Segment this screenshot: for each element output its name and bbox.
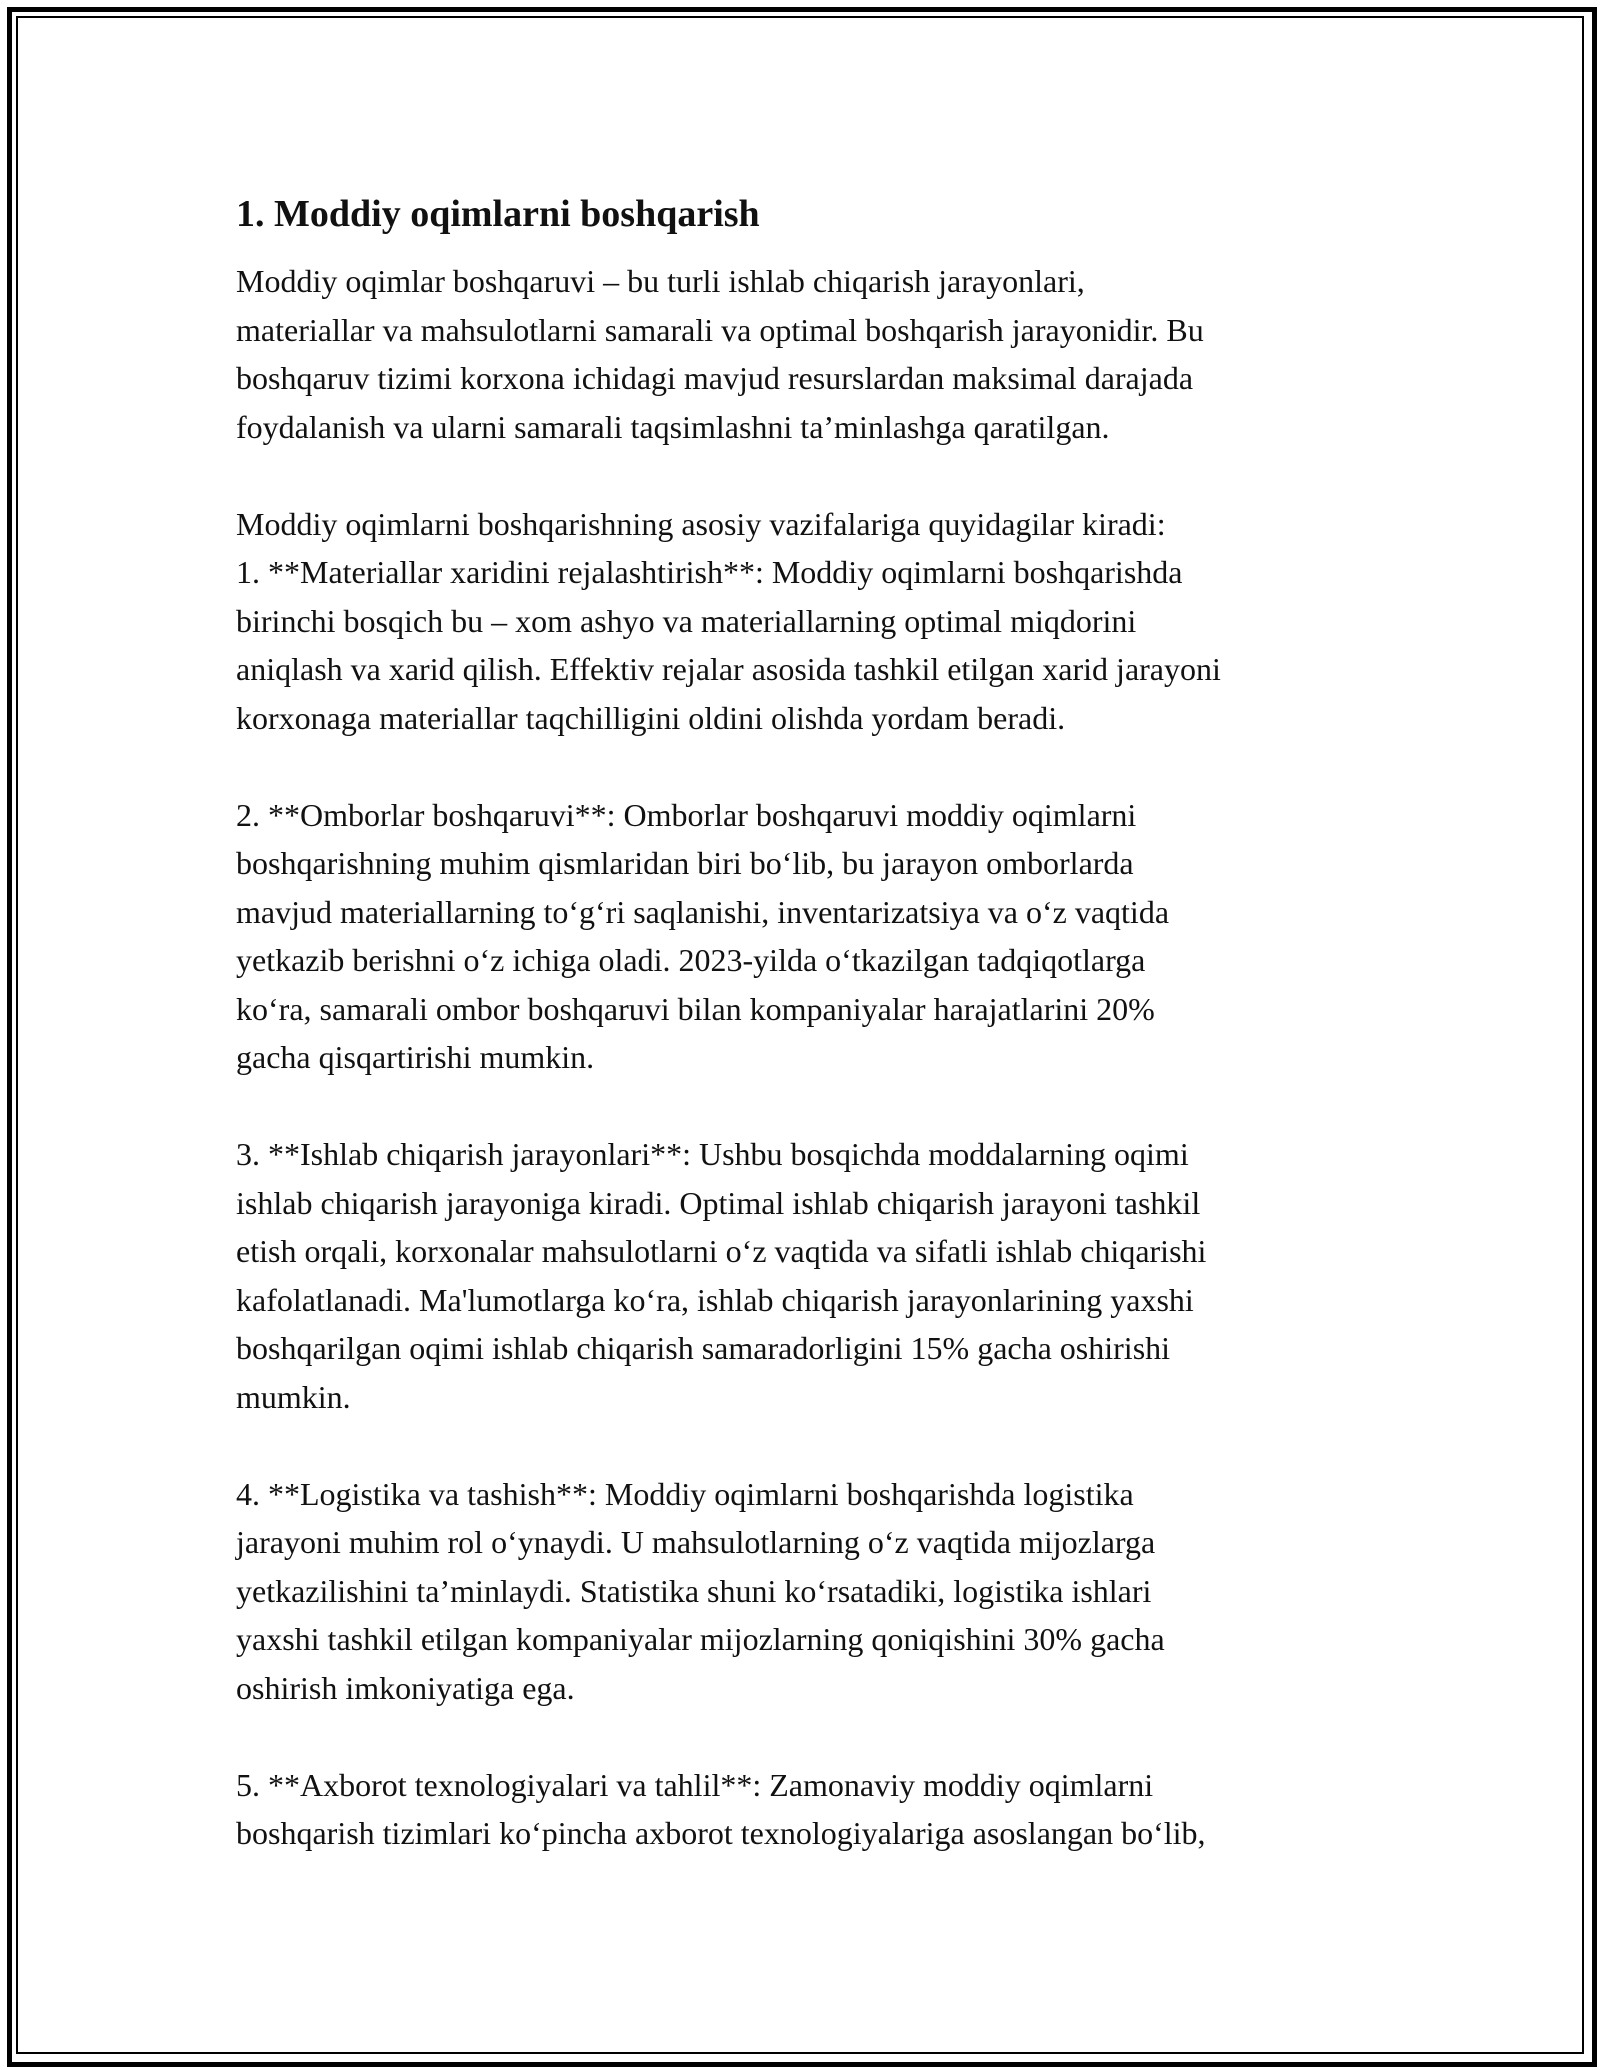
text-line: kafolatlanadi. Ma'lumotlarga ko‘ra, ishlab chiqarish jarayonlarining yaxshi — [236, 1281, 1194, 1318]
text-line: 3. **Ishlab chiqarish jarayonlari**: Ushbu bosqichda moddalarning oqimi — [236, 1136, 1189, 1172]
text-line: korxonaga materiallar taqchilligini oldini olishda yordam beradi. — [236, 699, 1066, 736]
text-line: Moddiy oqimlarni boshqarishning asosiy vazifalariga quyidagilar kiradi: — [236, 505, 1166, 542]
section-heading: 1. Moddiy oqimlarni boshqarish — [236, 193, 760, 235]
text-line: boshqarilgan oqimi ishlab chiqarish samaradorligini 15% gacha oshirishi — [236, 1330, 1171, 1366]
paragraph-intro — [236, 257, 1386, 451]
paragraph-item-3 — [236, 1130, 1386, 1421]
text-line: etish orqali, korxonalar mahsulotlarni o‘z vaqtida va sifatli ishlab chiqarishi — [236, 1233, 1207, 1269]
text-line: boshqaruv tizimi korxona ichidagi mavjud resurslardan maksimal darajada — [236, 360, 1194, 396]
text-line: yetkazilishini ta’minlaydi. Statistika shuni ko‘rsatadiki, logistika ishlari — [236, 1572, 1152, 1609]
text-line: ishlab chiqarish jarayoniga kiradi. Optimal ishlab chiqarish jarayoni tashkil — [236, 1184, 1201, 1221]
text-line: materiallar va mahsulotlarni samarali va optimal boshqarish jarayonidir. Bu — [236, 311, 1204, 348]
text-line: foydalanish va ularni samarali taqsimlashni ta’minlashga qaratilgan. — [236, 408, 1110, 445]
paragraph-tasks-item-1 — [236, 500, 1386, 743]
text-line: 1. **Materiallar xaridini rejalashtirish**: Moddiy oqimlarni boshqarishda — [236, 554, 1183, 590]
text-line: 5. **Axborot texnologiyalari va tahlil**: Zamonaviy moddiy oqimlarni — [236, 1766, 1154, 1803]
text-line: boshqarish tizimlari ko‘pincha axborot texnologiyalariga asoslangan bo‘lib, — [236, 1815, 1206, 1851]
text-line: Moddiy oqimlar boshqaruvi – bu turli ishlab chiqarish jarayonlari, — [236, 263, 1085, 299]
text-line: jarayoni muhim rol o‘ynaydi. U mahsulotlarning o‘z vaqtida mijozlarga — [236, 1524, 1156, 1560]
paragraph-item-2 — [236, 791, 1386, 1082]
text-line: oshirish imkoniyatiga ega. — [236, 1669, 575, 1706]
text-line: birinchi bosqich bu – xom ashyo va materiallarning optimal miqdorini — [236, 602, 1137, 639]
text-line: aniqlash va xarid qilish. Effektiv rejalar asosida tashkil etilgan xarid jarayoni — [236, 651, 1221, 687]
text-line: boshqarishning muhim qismlaridan biri bo‘lib, bu jarayon omborlarda — [236, 845, 1134, 881]
text-line: mavjud materiallarning to‘g‘ri saqlanishi, inventarizatsiya va o‘z vaqtida — [236, 893, 1170, 930]
text-line: mumkin. — [236, 1378, 351, 1415]
paragraph-item-5 — [236, 1761, 1386, 1858]
text-line: 2. **Omborlar boshqaruvi**: Omborlar boshqaruvi moddiy oqimlarni — [236, 796, 1137, 833]
text-line: 4. **Logistika va tashish**: Moddiy oqimlarni boshqarishda logistika — [236, 1475, 1134, 1512]
text-line: ko‘ra, samarali ombor boshqaruvi bilan kompaniyalar harajatlarini 20% — [236, 990, 1155, 1027]
paragraph-item-4 — [236, 1470, 1386, 1713]
text-line: gacha qisqartirishi mumkin. — [236, 1039, 595, 1075]
document-body — [236, 185, 1386, 1906]
text-line: yetkazib berishni o‘z ichiga oladi. 2023-yilda o‘tkazilgan tadqiqotlarga — [236, 942, 1146, 978]
text-line: yaxshi tashkil etilgan kompaniyalar mijozlarning qoniqishini 30% gacha — [236, 1621, 1165, 1657]
